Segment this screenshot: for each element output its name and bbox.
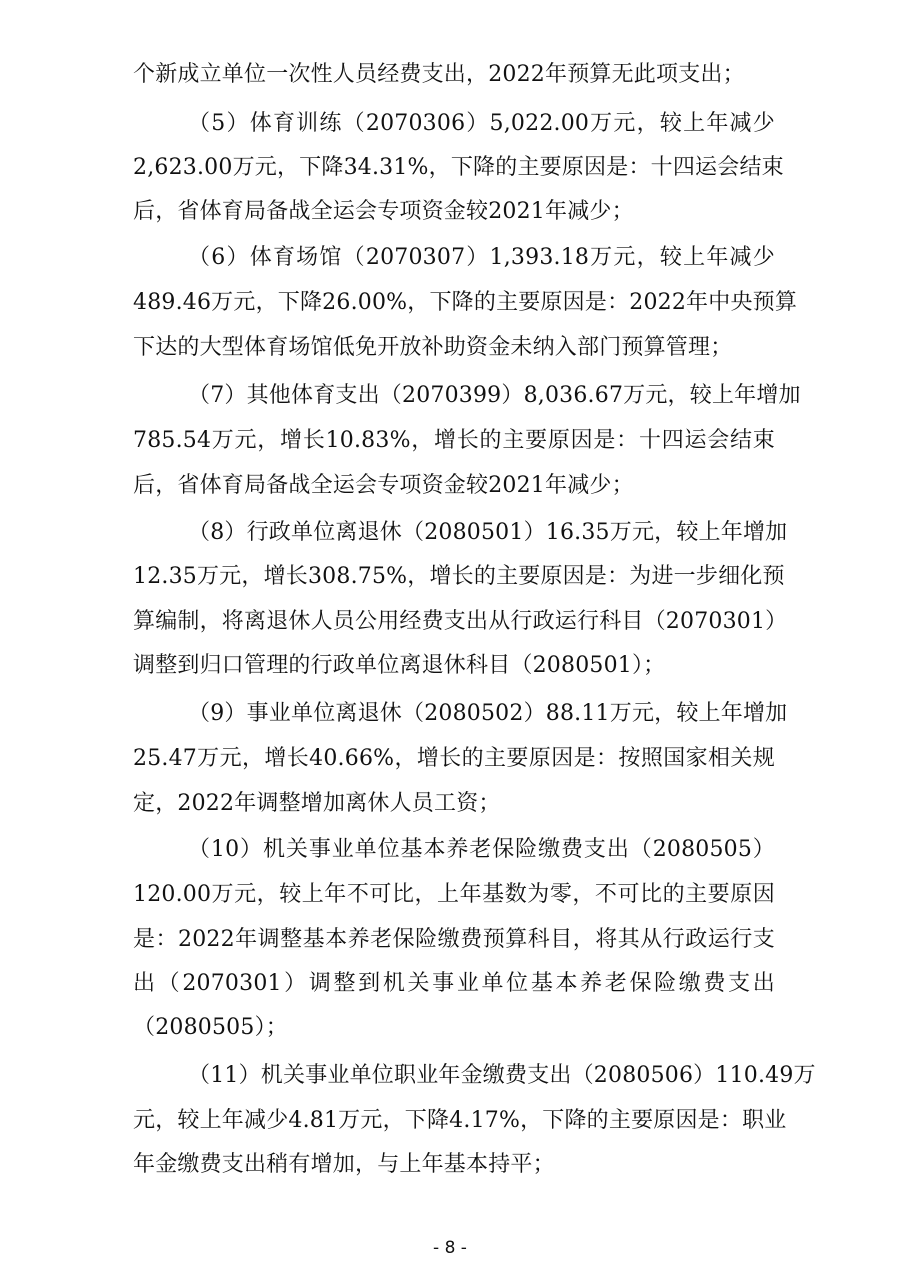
text-line: （9）事业单位离退休（2080502）88.11万元，较上年增加 bbox=[188, 701, 788, 726]
page-number: - 8 - bbox=[433, 1238, 467, 1258]
text-line: 下达的大型体育场馆低免开放补助资金未纳入部门预算管理； bbox=[133, 335, 733, 360]
text-line: 算编制，将离退休人员公用经费支出从行政运行科目（2070301） bbox=[133, 609, 788, 634]
text-line: 是：2022年调整基本养老保险缴费预算科目，将其从行政运行支 bbox=[133, 927, 775, 952]
text-line: （2080505）； bbox=[133, 1015, 288, 1040]
text-line: 25.47万元，增长40.66%，增长的主要原因是：按照国家相关规 bbox=[133, 746, 775, 771]
text-line: （7）其他体育支出（2070399）8,036.67万元，较上年增加 bbox=[188, 383, 801, 408]
text-line: 调整到归口管理的行政单位离退休科目（2080501）； bbox=[133, 653, 666, 678]
text-line: 120.00万元，较上年不可比，上年基数为零，不可比的主要原因 bbox=[133, 882, 775, 907]
text-line: （6）体育场馆（2070307）1,393.18万元，较上年减少 bbox=[188, 245, 775, 270]
text-line: 后，省体育局备战全运会专项资金较2021年减少； bbox=[133, 473, 634, 498]
text-line: 后，省体育局备战全运会专项资金较2021年减少； bbox=[133, 199, 634, 224]
text-line: 个新成立单位一次性人员经费支出，2022年预算无此项支出； bbox=[133, 62, 745, 87]
text-line: 年金缴费支出稍有增加，与上年基本持平； bbox=[133, 1152, 555, 1177]
text-line: 定，2022年调整增加离休人员工资； bbox=[133, 791, 501, 816]
text-line: 785.54万元，增长10.83%，增长的主要原因是：十四运会结束 bbox=[133, 428, 775, 453]
text-line: 元，较上年减少4.81万元，下降4.17%，下降的主要原因是：职业 bbox=[133, 1108, 787, 1133]
text-line: （5）体育训练（2070306）5,022.00万元，较上年减少 bbox=[188, 111, 775, 136]
text-line: （10）机关事业单位基本养老保险缴费支出（2080505） bbox=[188, 837, 775, 862]
text-line: （8）行政单位离退休（2080501）16.35万元，较上年增加 bbox=[188, 520, 788, 545]
text-line: 2,623.00万元，下降34.31%，下降的主要原因是：十四运会结束 bbox=[133, 155, 784, 180]
text-line: 489.46万元，下降26.00%，下降的主要原因是：2022年中央预算 bbox=[133, 290, 798, 315]
text-line: 12.35万元，增长308.75%，增长的主要原因是：为进一步细化预 bbox=[133, 564, 785, 589]
text-line: （11）机关事业单位职业年金缴费支出（2080506）110.49万 bbox=[188, 1063, 816, 1088]
text-line: 出（2070301）调整到机关事业单位基本养老保险缴费支出 bbox=[133, 971, 775, 996]
